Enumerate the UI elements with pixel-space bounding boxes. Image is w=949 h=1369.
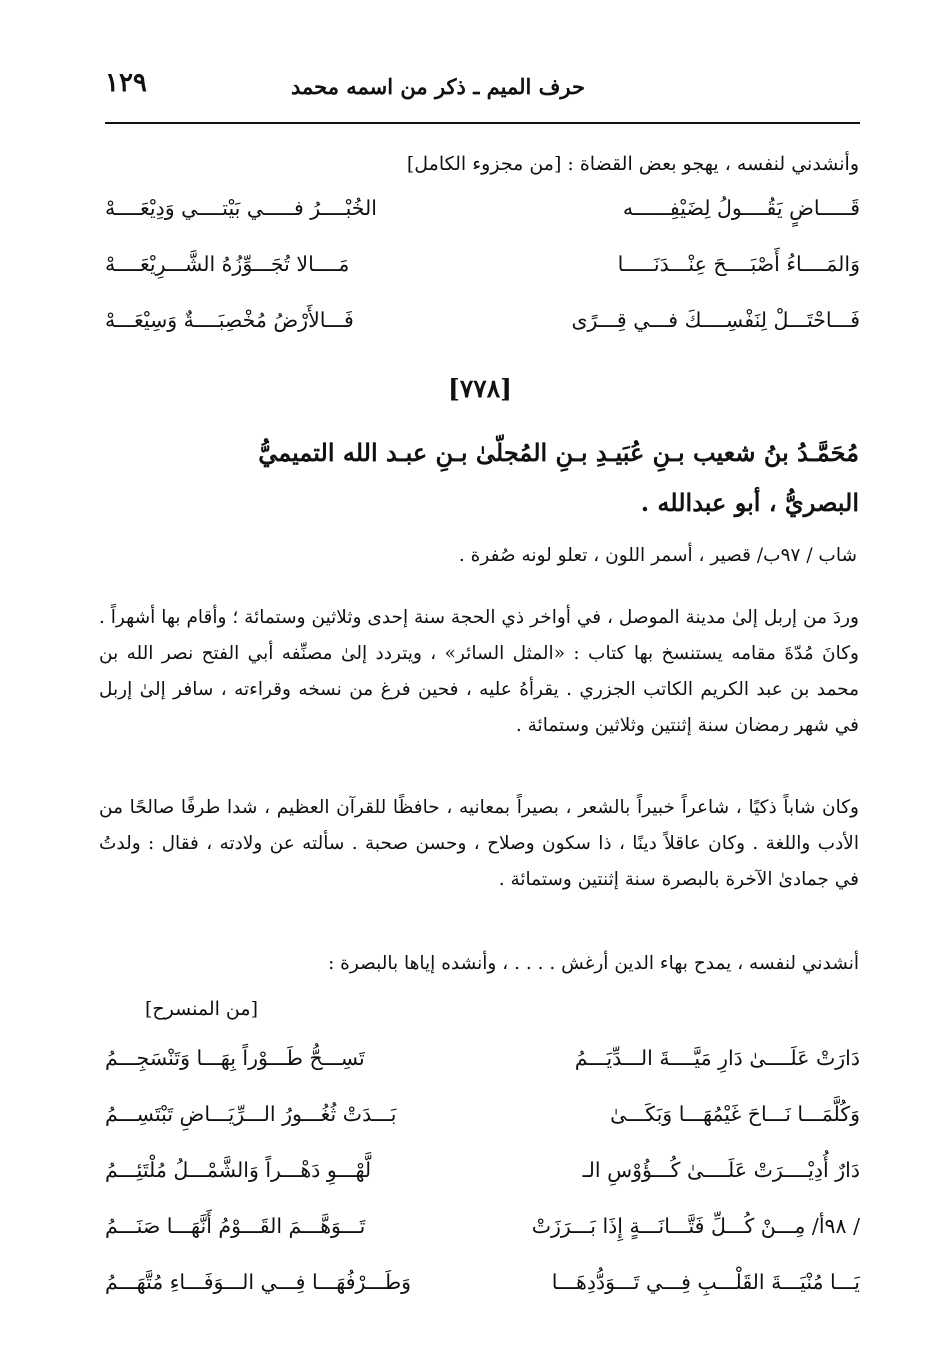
verse-first-hemistich: دَارَتْ عَلَــــىٰ دَارِ مَيَّــــةَ الـــدِّيَـــمُ [574, 1046, 860, 1070]
intro-line: أنشدني لنفسه ، يمدح بهاء الدين أرغش . . . . ، وأنشده إياها بالبصرة : [328, 953, 859, 974]
entry-heading-line: مُحَمَّـدُ بنُ شعيب بـنِ عُبَيـدِ بـنِ المُجلّىٰ بـنِ عبـد الله التميميُّ [258, 438, 859, 467]
paragraph: وكان شاباً ذكيًا ، شاعراً خبيراً بالشعر ، بصيراً بمعانيه ، حافظًا للقرآن العظيم ، شدا طرفًا صالحًا من الأدب واللغة . وكان عاقلاً دينًا ، ذا سكون وصلاح ، وحسن صحبة . سألته عن ولادته ، فقال : ولدتُ في جمادىٰ الآخرة بالبصرة سنة إثنتين وستمائة . [99, 797, 859, 890]
page-number: ١٢٩ [105, 68, 147, 98]
verse-first-hemistich: وَكُلَّمَـــا نَـــاحَ غَيْمُهَـــا وَبَكَـــىٰ [610, 1102, 860, 1126]
verse-row [105, 190, 860, 246]
page-header [105, 58, 857, 120]
poem-2 [105, 1040, 860, 1320]
entry-heading-line: البصريُّ ، أبو عبدالله . [640, 488, 859, 517]
verse-first-hemistich: فَـــاحْتَـــلْ لِنَفْسِــــكَ فـــي قِـــرًى [571, 308, 860, 332]
verse-row [105, 1040, 860, 1096]
verse-second-hemistich: الخُبْــــرُ فـــــي بَيْتــــي وَدِيْعَــــهْ [105, 196, 377, 220]
verse-first-hemistich: / ٩٨أ/ مِـــنْ كُـــلِّ فَتَّـــانَـــةٍ إِذَا بَـــرَزَتْ [531, 1214, 860, 1238]
verse-row [105, 1096, 860, 1152]
verse-first-hemistich: يَـــا مُنْيَـــةَ القَلْـــبِ فِـــي تَـــوَدُّدِهَـــا [551, 1270, 860, 1294]
verse-row [105, 302, 860, 358]
verse-first-hemistich: دَارٌ أُدِيْــــرَتْ عَلَــــىٰ كُـــؤُوْسِ الـ [582, 1158, 860, 1182]
verse-second-hemistich: تَـــوَهَّـــمَ القَـــوْمُ أَنَّهَـــا صَنَـــمُ [105, 1214, 366, 1238]
header-rule [105, 122, 860, 124]
verse-row [105, 246, 860, 302]
poem-1 [105, 190, 860, 358]
entry-heading [99, 428, 859, 528]
description-line: شاب / ٩٧ب/ قصير ، أسمر اللون ، تعلو لونه صُفرة . [458, 545, 857, 566]
verse-first-hemistich: وَالمَــــاءُ أَصْبَــــحَ عِنْـــدَنَـــــا [617, 252, 860, 276]
verse-second-hemistich: لَّهْـــوِ دَهْـــراً وَالشَّمْـــلُ مُلْتَئِـــمُ [105, 1158, 372, 1182]
verse-second-hemistich: وَطَـــرْفُهَـــا فِـــي الـــوَفَـــاءِ مُتَّهَـــمُ [105, 1270, 412, 1294]
verse-second-hemistich: تَسِـــحُّ طَـــوْراً بِهَـــا وَتَنْسَجِـــمُ [105, 1046, 365, 1070]
verse-second-hemistich: مَــــالا تُجَـــوِّزُهُ الشَّـــرِيْعَــــهْ [105, 252, 350, 276]
verse-row [105, 1152, 860, 1208]
running-title: حرف الميم ـ ذكر من اسمه محمد [290, 74, 585, 99]
paragraph: وردَ من إربل إلىٰ مدينة الموصل ، في أواخر ذي الحجة سنة إحدى وثلاثين وستمائة ؛ وأقام بها أشهراً . وكانَ مُدّةَ مقامه يستنسخ بها كتاب : «المثل السائر» ، ويتردد إلىٰ مصنِّفه أبي الفتح نصر الله بن محمد بن عبد الكريم الكاتب الجزري . يقرأهُ عليه ، فحين فرغ من نسخه وقراءته ، سافر إلىٰ إربل في شهر رمضان سنة إثنتين وثلاثين وستمائة . [99, 607, 859, 736]
verse-first-hemistich: قَـــــاضٍ يَقُــــولُ لِضَيْفِــــــه [622, 196, 860, 220]
entry-number: [٧٧٨] [448, 374, 512, 403]
verse-row [105, 1264, 860, 1320]
verse-row [105, 1208, 860, 1264]
verse-second-hemistich: بَـــدَتْ ثُغُـــورُ الـــرِّيَـــاضِ تَبْتَسِـــمُ [105, 1102, 397, 1126]
intro-line: وأنشدني لنفسه ، يهجو بعض القضاة : [من مجزوء الكامل] [406, 153, 859, 175]
meter-label: [من المنسرح] [145, 998, 258, 1020]
verse-second-hemistich: فَـــالأَرْضُ مُخْصِبَــــةٌ وَسِيْعَـــهْ [105, 308, 354, 332]
